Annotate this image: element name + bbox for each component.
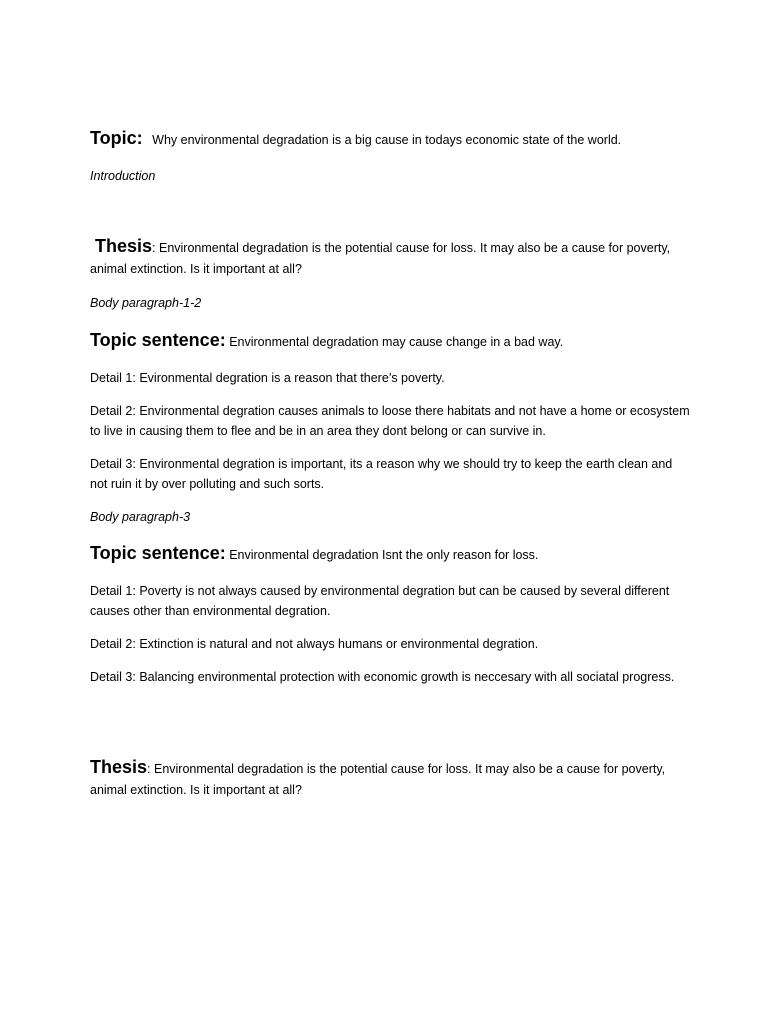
topic-sentence-1: [90, 330, 690, 352]
detail-2-3: Detail 3: Balancing environmental protection with economic growth is neccesary with all sociatal progress.: [90, 670, 675, 684]
detail-2-2: Detail 2: Extinction is natural and not always humans or environmental degration.: [90, 637, 539, 651]
topic-text: Why environmental degradation is a big cause in todays economic state of the world.: [152, 133, 622, 147]
body-paragraph-1-2-label: Body paragraph-1-2: [90, 296, 202, 310]
topic-sentence-2: [90, 543, 690, 565]
detail-1-1: Detail 1: Evironmental degration is a reason that there’s poverty.: [90, 371, 445, 385]
thesis-paragraph-2: [90, 757, 690, 801]
topic-sentence-1-label: Topic sentence:: [90, 330, 226, 350]
detail-1-3: Detail 3: Environmental degration is important, its a reason why we should try to keep the earth clean and not ruin it by over polluting and such sorts.: [90, 457, 673, 491]
introduction-label: Introduction: [90, 169, 156, 183]
thesis-label-2: Thesis: [90, 757, 148, 777]
thesis-text-1: : Environmental degradation is the potential cause for loss. It may also be a cause for poverty, animal extinction. Is it important at all?: [90, 241, 671, 276]
topic-sentence-1-text: Environmental degradation may cause change in a bad way.: [229, 335, 564, 349]
topic-sentence-2-label: Topic sentence:: [90, 543, 226, 563]
detail-1-2: Detail 2: Environmental degration causes animals to loose there habitats and not have a home or ecosystem to live in causing them to flee and be in an area they dont belong or can survive in.: [90, 404, 690, 438]
detail-2-1: Detail 1: Poverty is not always caused by environmental degration but can be caused by several different causes other than environmental degration.: [90, 584, 670, 618]
topic-label: Topic:: [90, 128, 143, 148]
body-paragraph-3-label: Body paragraph-3: [90, 510, 191, 524]
topic-line: [90, 128, 690, 150]
thesis-text-2: : Environmental degradation is the potential cause for loss. It may also be a cause for poverty, animal extinction. Is it important at all?: [90, 762, 666, 797]
topic-sentence-2-text: Environmental degradation Isnt the only reason for loss.: [229, 548, 539, 562]
thesis-label-1: Thesis: [95, 236, 153, 256]
thesis-paragraph-1: [90, 236, 690, 280]
